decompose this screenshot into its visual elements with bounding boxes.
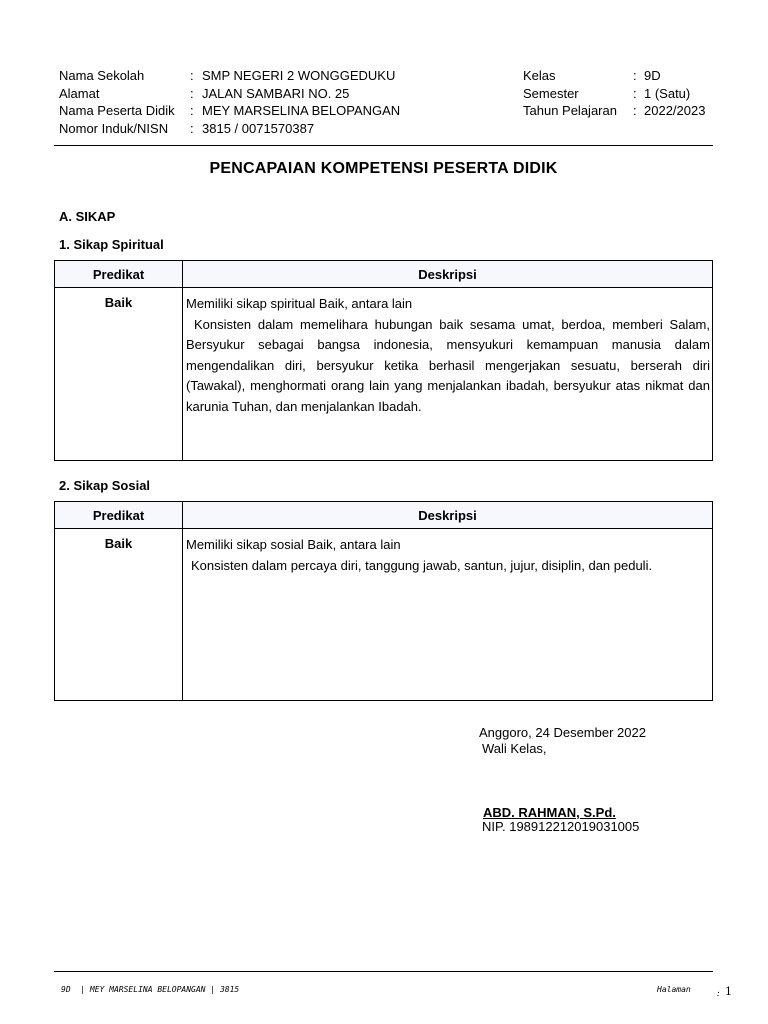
label-school-name: Nama Sekolah xyxy=(59,68,145,83)
subsection-heading-sosial: 2. Sikap Sosial xyxy=(59,478,151,493)
table-row xyxy=(55,288,713,461)
spiritual-table xyxy=(54,260,713,461)
deskripsi-detail: Konsisten dalam percaya diri, tanggung jawab, santun, jujur, disiplin, dan peduli. xyxy=(191,557,653,573)
label-student-id: Nomor Induk/NISN xyxy=(59,121,169,136)
footer-student-info: 9D | MEY MARSELINA BELOPANGAN | 3815 xyxy=(61,985,240,994)
predikat-value: Baik xyxy=(55,529,183,701)
footer-page-separator: : xyxy=(716,989,721,998)
deskripsi-intro: Memiliki sikap sosial Baik, antara lain xyxy=(186,537,401,552)
subsection-heading-spiritual: 1. Sikap Spiritual xyxy=(59,237,164,252)
value-semester: 1 (Satu) xyxy=(644,86,691,101)
table-header-row xyxy=(55,502,713,529)
column-header-predikat: Predikat xyxy=(55,502,183,529)
signature-nip: NIP. 198912212019031005 xyxy=(482,819,640,834)
value-class: 9D xyxy=(644,68,661,83)
label-academic-year: Tahun Pelajaran xyxy=(523,103,617,118)
value-student-name: MEY MARSELINA BELOPANGAN xyxy=(202,103,401,118)
header-divider xyxy=(54,145,713,146)
deskripsi-cell xyxy=(183,288,713,461)
footer-page-number: 1 xyxy=(725,985,732,998)
label-student-name: Nama Peserta Didik xyxy=(59,103,175,118)
deskripsi-intro: Memiliki sikap spiritual Baik, antara lain xyxy=(186,296,413,311)
page-title: PENCAPAIAN KOMPETENSI PESERTA DIDIK xyxy=(209,160,558,177)
label-address: Alamat xyxy=(59,86,100,101)
deskripsi-cell xyxy=(183,529,713,701)
signature-role: Wali Kelas, xyxy=(482,741,547,756)
footer-page-label: Halaman xyxy=(657,985,691,994)
footer-divider xyxy=(54,971,713,972)
column-header-predikat: Predikat xyxy=(55,261,183,288)
value-school-name: SMP NEGERI 2 WONGGEDUKU xyxy=(202,68,396,83)
table-row xyxy=(55,529,713,701)
predikat-value: Baik xyxy=(55,288,183,461)
label-class: Kelas xyxy=(523,68,556,83)
separator: : xyxy=(190,103,194,118)
signature-name: ABD. RAHMAN, S.Pd. xyxy=(483,805,616,820)
separator: : xyxy=(190,68,194,83)
signature-place-date: Anggoro, 24 Desember 2022 xyxy=(479,725,646,740)
section-heading-sikap: A. SIKAP xyxy=(59,209,116,224)
table-header-row xyxy=(55,261,713,288)
separator: : xyxy=(633,68,637,83)
value-student-id: 3815 / 0071570387 xyxy=(202,121,315,136)
sosial-table xyxy=(54,501,713,701)
deskripsi-detail: Konsisten dalam memelihara hubungan baik sesama umat, berdoa, memberi Salam, Bersyukur sebagai bangsa indonesia, mensyukuri kemampuan manusia dalam mengendalikan diri, bersyukur ketika berhasil mengerjakan sesuatu, berserah diri (Tawakal), menghormati orang lain yang menjalankan ibadah, bersyukur atas nikmat dan karunia Tuhan, dan menjalankan Ibadah. xyxy=(186,316,710,414)
separator: : xyxy=(190,121,194,136)
separator: : xyxy=(633,103,637,118)
column-header-deskripsi: Deskripsi xyxy=(183,502,713,529)
value-address: JALAN SAMBARI NO. 25 xyxy=(202,86,350,101)
separator: : xyxy=(633,86,637,101)
separator: : xyxy=(190,86,194,101)
label-semester: Semester xyxy=(523,86,579,101)
column-header-deskripsi: Deskripsi xyxy=(183,261,713,288)
value-academic-year: 2022/2023 xyxy=(644,103,706,118)
